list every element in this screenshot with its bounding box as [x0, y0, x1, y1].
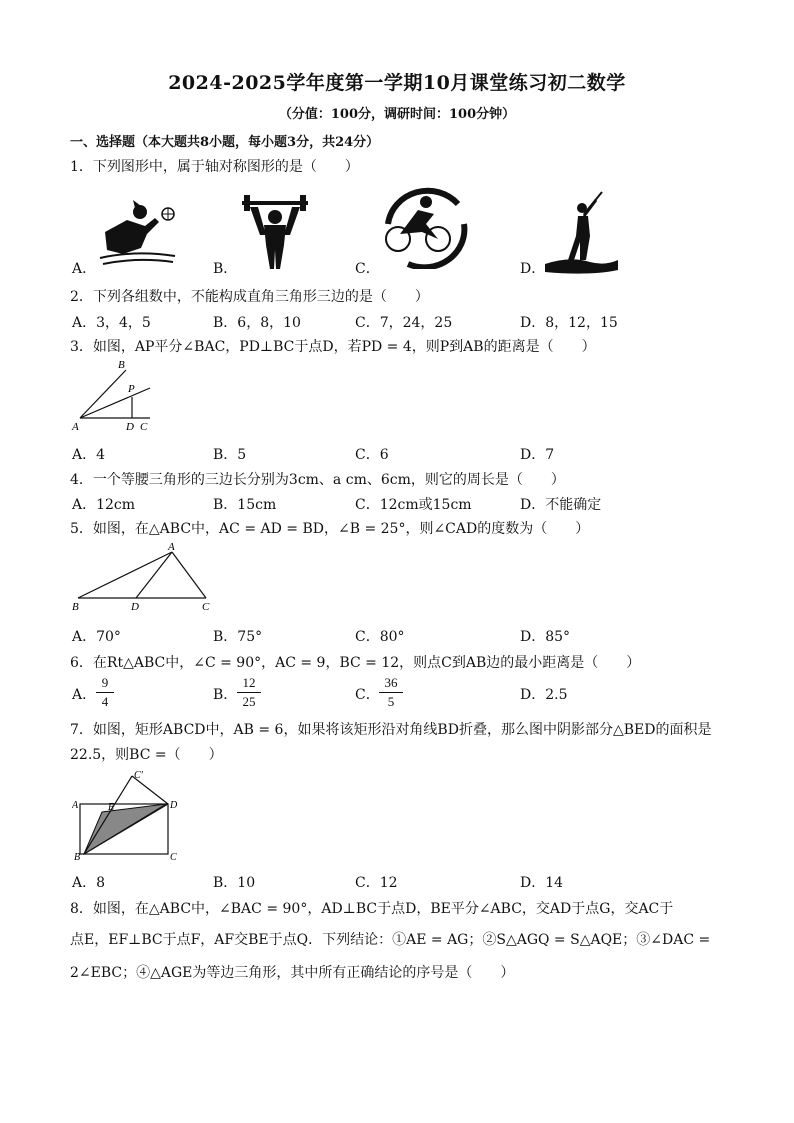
q7-option-c[interactable]: C．12: [355, 875, 398, 891]
q4-option-a[interactable]: A．12cm: [72, 497, 136, 513]
page-title: 2024-2025学年度第一学期10月课堂练习初二数学: [168, 72, 626, 94]
q6-option-c-fraction: [379, 674, 403, 711]
q3-figure: [70, 356, 160, 436]
question-3-stem: 3．如图，AP平分∠BAC，PD⊥BC于点D，若PD = 4，则P到AB的距离是（ ）: [70, 339, 596, 355]
q6-b-numerator: 12: [237, 674, 261, 693]
question-8-stem-line1: 8．如图，在△ABC中，∠BAC = 90°，AD⊥BC于点D，BE平分∠ABC，交AD于点G，交AC于: [70, 901, 674, 917]
q2-option-a[interactable]: A．3，4，5: [72, 315, 151, 331]
q3-label-c: C: [140, 421, 148, 433]
q7-option-d[interactable]: D．14: [520, 875, 564, 891]
q5-option-a[interactable]: A．70°: [72, 629, 121, 645]
question-2-stem: 2．下列各组数中，不能构成直角三角形三边的是（ ）: [70, 289, 429, 305]
q5-option-b[interactable]: B．75°: [213, 629, 263, 645]
q3-label-b: B: [118, 359, 125, 371]
q7-label-c-prime: C': [134, 770, 143, 781]
weightlifter-image: [240, 195, 310, 270]
q4-option-b[interactable]: B．15cm: [213, 497, 277, 513]
q3-label-d: D: [126, 421, 134, 433]
q3-option-d[interactable]: D．7: [520, 447, 555, 463]
q2-option-c[interactable]: C．7，24，25: [355, 315, 453, 331]
q7-label-c: C: [170, 852, 177, 862]
q1-option-a[interactable]: A．: [72, 261, 97, 277]
q6-c-numerator: 36: [379, 674, 403, 693]
golfer-image: [540, 186, 620, 274]
q4-option-d[interactable]: D．不能确定: [520, 497, 602, 513]
page-subtitle: （分值：100分，调研时间：100分钟）: [278, 107, 516, 122]
q6-option-a[interactable]: A．: [72, 687, 97, 703]
q3-option-a[interactable]: A．4: [72, 447, 106, 463]
q5-label-d: D: [131, 601, 139, 613]
q3-option-c[interactable]: C．6: [355, 447, 389, 463]
q6-option-d[interactable]: D．2.5: [520, 687, 568, 703]
cyclist-image: [378, 184, 468, 269]
q3-label-a: A: [72, 421, 79, 433]
q4-option-c[interactable]: C．12cm或15cm: [355, 497, 472, 513]
question-6-stem: 6．在Rt△ABC中，∠C = 90°，AC = 9，BC = 12，则点C到AB边的最小距离是（ ）: [70, 655, 641, 671]
q7-option-a[interactable]: A．8: [72, 875, 106, 891]
q6-option-b[interactable]: B．: [213, 687, 238, 703]
q6-option-c[interactable]: C．: [355, 687, 380, 703]
q6-c-denominator: 5: [387, 694, 395, 709]
q7-option-b[interactable]: B．10: [213, 875, 256, 891]
volleyball-player-image: [95, 192, 180, 270]
q1-option-d[interactable]: D．: [520, 261, 546, 277]
q5-figure: [70, 540, 220, 614]
q5-option-c[interactable]: C．80°: [355, 629, 405, 645]
q5-label-c: C: [202, 601, 210, 613]
q5-label-a: A: [168, 541, 175, 553]
q7-label-e: E: [108, 802, 115, 813]
q5-option-d[interactable]: D．85°: [520, 629, 571, 645]
q5-label-b: B: [72, 601, 79, 613]
q3-label-p: P: [128, 383, 135, 395]
q6-option-b-fraction: [237, 674, 261, 711]
section-heading: 一、选择题（本大题共8小题，每小题3分，共24分）: [70, 135, 380, 150]
q7-label-d: D: [170, 800, 178, 811]
q6-option-a-fraction: [96, 674, 114, 711]
q6-a-denominator: 4: [101, 694, 109, 709]
question-7-stem-line1: 7．如图，矩形ABCD中，AB = 6，如果将该矩形沿对角线BD折叠，那么图中阴影部分△BED的面积是: [70, 722, 712, 738]
q6-b-denominator: 25: [242, 694, 256, 709]
q2-option-b[interactable]: B．6，8，10: [213, 315, 301, 331]
q7-figure: [72, 770, 182, 862]
question-8-stem-line2: 点E，EF⊥BC于点F，AF交BE于点Q．下列结论：①AE = AG；②S△AGQ = S△AQE；③∠DAC =: [70, 932, 711, 948]
question-7-stem-line2: 22.5，则BC =（ ）: [70, 747, 223, 763]
q7-label-a: A: [72, 800, 79, 811]
q6-a-numerator: 9: [96, 674, 114, 693]
question-8-stem-line3: 2∠EBC；④△AGE为等边三角形，其中所有正确结论的序号是（ ）: [70, 965, 515, 981]
q1-option-b[interactable]: B．: [213, 261, 238, 277]
question-1-stem: 1．下列图形中，属于轴对称图形的是（ ）: [70, 159, 359, 175]
q1-option-c[interactable]: C．: [355, 261, 380, 277]
q3-option-b[interactable]: B．5: [213, 447, 247, 463]
question-5-stem: 5．如图，在△ABC中，AC = AD = BD，∠B = 25°，则∠CAD的度数为（ ）: [70, 521, 590, 537]
q2-option-d[interactable]: D．8，12，15: [520, 315, 618, 331]
question-4-stem: 4．一个等腰三角形的三边长分别为3cm、a cm、6cm，则它的周长是（ ）: [70, 472, 565, 488]
q7-label-b: B: [74, 852, 81, 862]
